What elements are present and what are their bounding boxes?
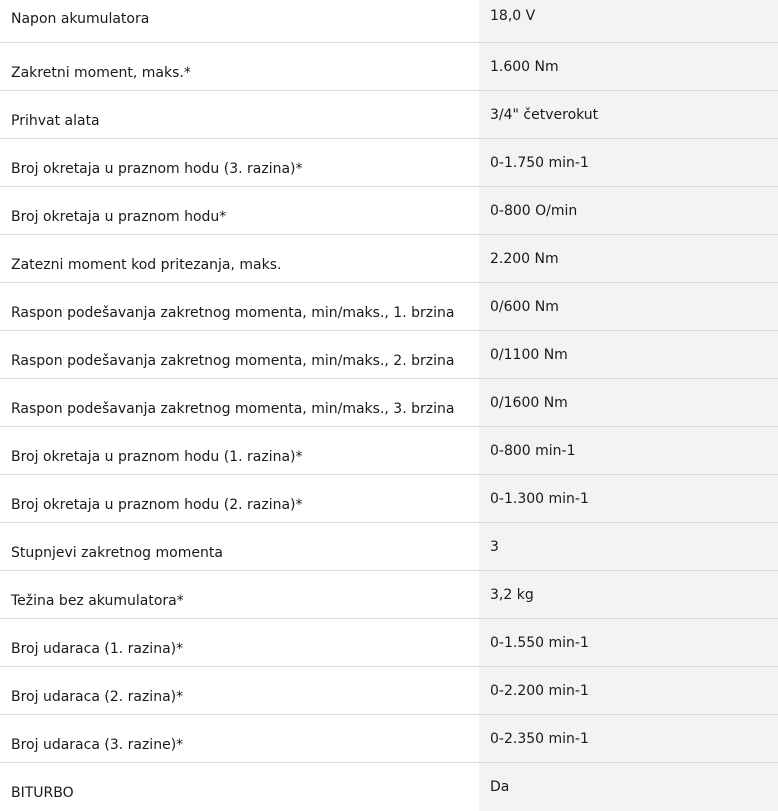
table-row [0,235,778,283]
spec-value: 0-1.750 min-1 [479,139,778,186]
spec-label: Prihvat alata [0,91,479,138]
spec-label: Broj okretaja u praznom hodu (3. razina)* [0,139,479,186]
spec-label: Težina bez akumulatora* [0,571,479,618]
spec-value: 0-800 O/min [479,187,778,234]
spec-label: Stupnjevi zakretnog momenta [0,523,479,570]
table-row [0,715,778,763]
spec-value: 1.600 Nm [479,43,778,90]
spec-label: Broj udaraca (3. razine)* [0,715,479,762]
spec-label: Raspon podešavanja zakretnog momenta, min/maks., 3. brzina [0,379,479,426]
table-row [0,667,778,715]
spec-label: Broj udaraca (2. razina)* [0,667,479,714]
spec-value: Da [479,763,778,811]
spec-value: 3 [479,523,778,570]
spec-label: Raspon podešavanja zakretnog momenta, min/maks., 2. brzina [0,331,479,378]
spec-value: 18,0 V [479,0,778,42]
table-row [0,523,778,571]
spec-label: BITURBO [0,763,479,811]
spec-value: 3/4" četverokut [479,91,778,138]
spec-value: 2.200 Nm [479,235,778,282]
spec-label: Broj okretaja u praznom hodu (2. razina)* [0,475,479,522]
table-row [0,571,778,619]
spec-value: 3,2 kg [479,571,778,618]
spec-value: 0-2.200 min-1 [479,667,778,714]
table-row [0,427,778,475]
spec-label: Zakretni moment, maks.* [0,43,479,90]
table-row [0,763,778,811]
spec-label: Raspon podešavanja zakretnog momenta, min/maks., 1. brzina [0,283,479,330]
table-row [0,475,778,523]
spec-value: 0/1600 Nm [479,379,778,426]
table-row [0,43,778,91]
spec-label: Broj okretaja u praznom hodu (1. razina)* [0,427,479,474]
spec-value: 0-800 min-1 [479,427,778,474]
spec-label: Broj okretaja u praznom hodu* [0,187,479,234]
table-row [0,379,778,427]
table-row [0,187,778,235]
table-row [0,0,778,43]
table-row [0,331,778,379]
spec-value: 0/600 Nm [479,283,778,330]
spec-value: 0-1.300 min-1 [479,475,778,522]
table-row [0,283,778,331]
spec-value: 0-1.550 min-1 [479,619,778,666]
spec-label: Broj udaraca (1. razina)* [0,619,479,666]
table-row [0,139,778,187]
table-row [0,91,778,139]
spec-label: Zatezni moment kod pritezanja, maks. [0,235,479,282]
table-row [0,619,778,667]
spec-label: Napon akumulatora [0,0,479,42]
spec-value: 0/1100 Nm [479,331,778,378]
spec-value: 0-2.350 min-1 [479,715,778,762]
